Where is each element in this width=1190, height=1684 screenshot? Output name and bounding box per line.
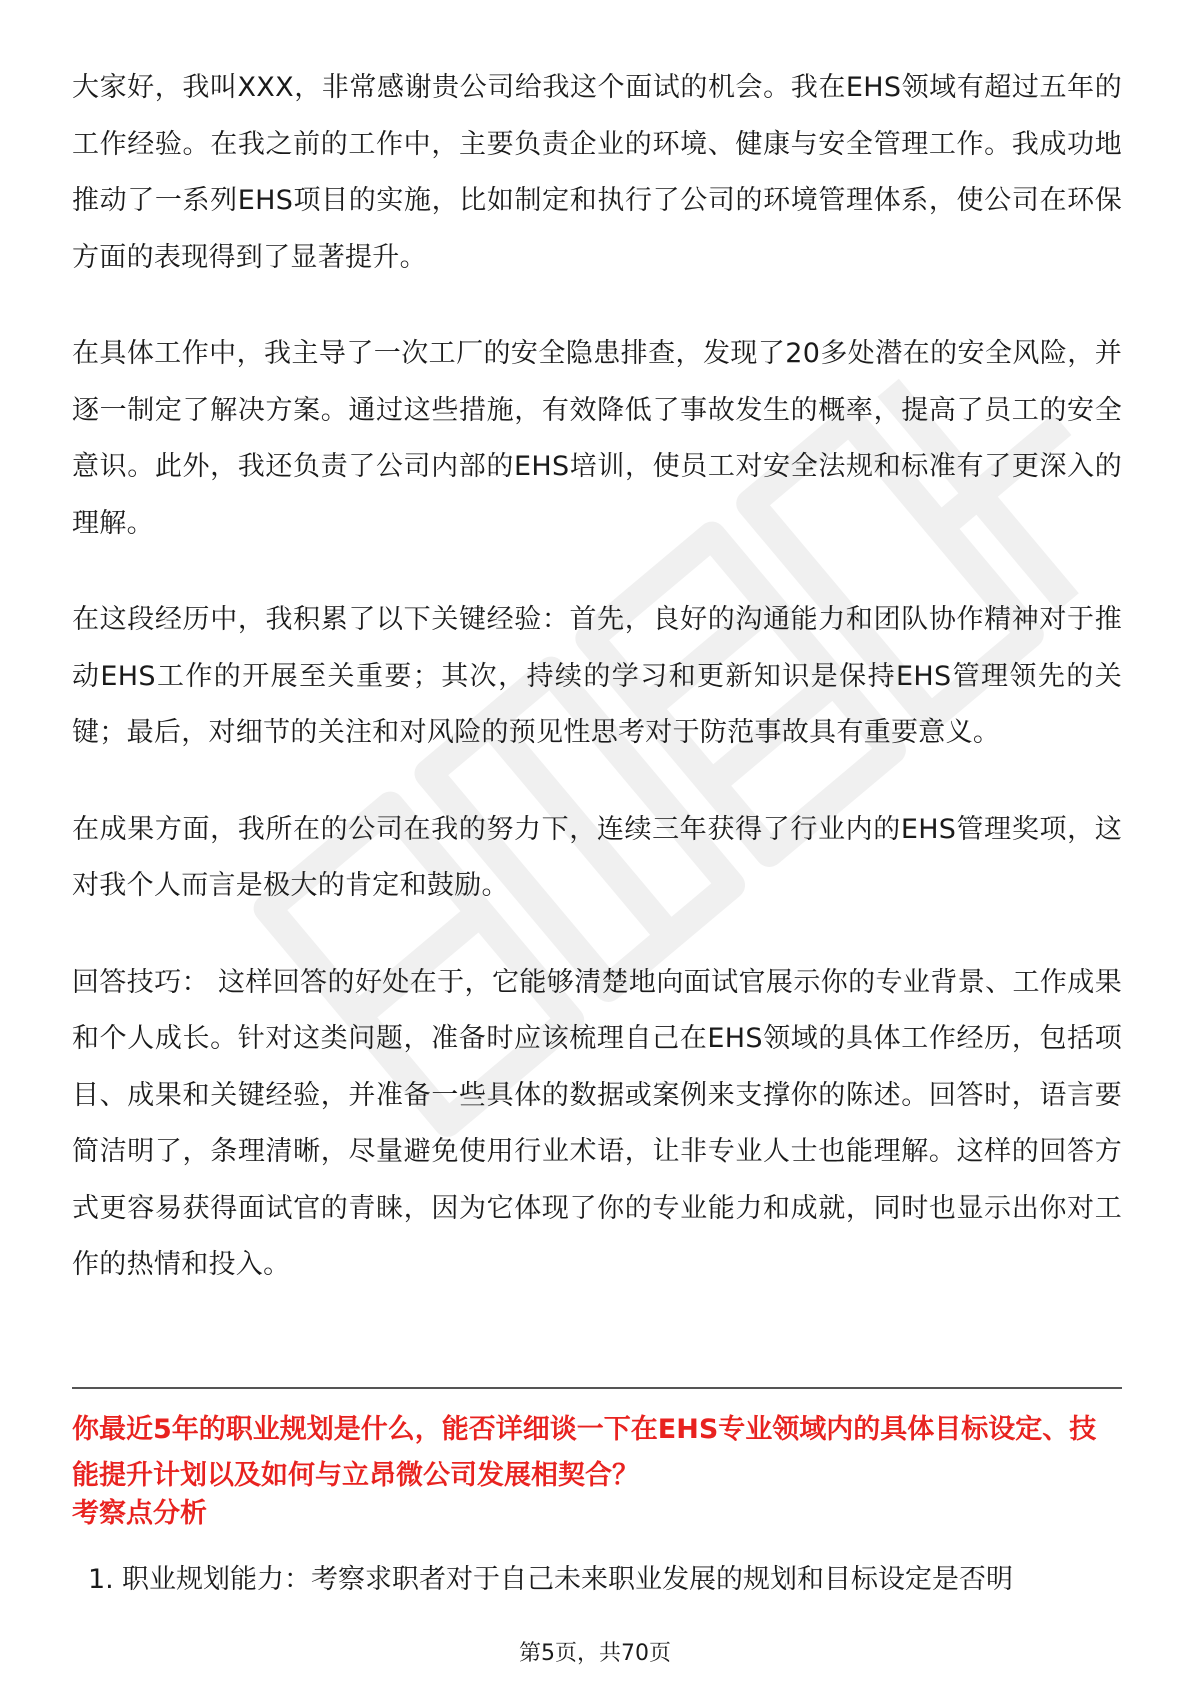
list-item-number: 1. [88, 1564, 114, 1595]
list-item [88, 1557, 1118, 1603]
answer-paragraph-results: 在成果方面，我所在的公司在我的努力下，连续三年获得了行业内的EHS管理奖项，这对我个人而言是极大的肯定和鼓励。 [72, 813, 1122, 901]
page-number-footer: 第5页，共70页 [519, 1641, 671, 1666]
list-item-text: 职业规划能力：考察求职者对于自己未来职业发展的规划和目标设定是否明 [122, 1564, 1013, 1595]
analysis-section-title: 考察点分析 [72, 1498, 207, 1529]
answer-paragraph-work: 在具体工作中，我主导了一次工厂的安全隐患排查，发现了20多处潜在的安全风险，并逐一制定了解决方案。通过这些措施，有效降低了事故发生的概率，提高了员工的安全意识。此外，我还负责了公司内部的EHS培训，使员工对安全法规和标准有了更深入的理解。 [72, 338, 1122, 539]
section-divider [72, 1387, 1122, 1389]
answer-paragraph-intro: 大家好，我叫XXX，非常感谢贵公司给我这个面试的机会。我在EHS领域有超过五年的工作经验。在我之前的工作中，主要负责企业的环境、健康与安全管理工作。我成功地推动了一系列EHS项目的实施，比如制定和执行了公司的环境管理体系，使公司在环保方面的表现得到了显著提升。 [72, 72, 1122, 273]
interview-question: 你最近5年的职业规划是什么，能否详细谈一下在EHS专业领域内的具体目标设定、技能提升计划以及如何与立昂微公司发展相契合？ [72, 1414, 1097, 1491]
answer-body [72, 60, 1122, 1334]
answer-paragraph-experience: 在这段经历中，我积累了以下关键经验：首先，良好的沟通能力和团队协作精神对于推动EHS工作的开展至关重要；其次，持续的学习和更新知识是保持EHS管理领先的关键；最后，对细节的关注和对风险的预见性思考对于防范事故具有重要意义。 [72, 604, 1122, 748]
answer-tips-paragraph: 回答技巧： 这样回答的好处在于，它能够清楚地向面试官展示你的专业背景、工作成果和个人成长。针对这类问题，准备时应该梳理自己在EHS领域的具体工作经历，包括项目、成果和关键经验，并准备一些具体的数据或案例来支撑你的陈述。回答时，语言要简洁明了，条理清晰，尽量避免使用行业术语，让非专业人士也能理解。这样的回答方式更容易获得面试官的青睐，因为它体现了你的专业能力和成就，同时也显示出你对工作的热情和投入。 [72, 966, 1122, 1280]
analysis-list [88, 1557, 1118, 1603]
